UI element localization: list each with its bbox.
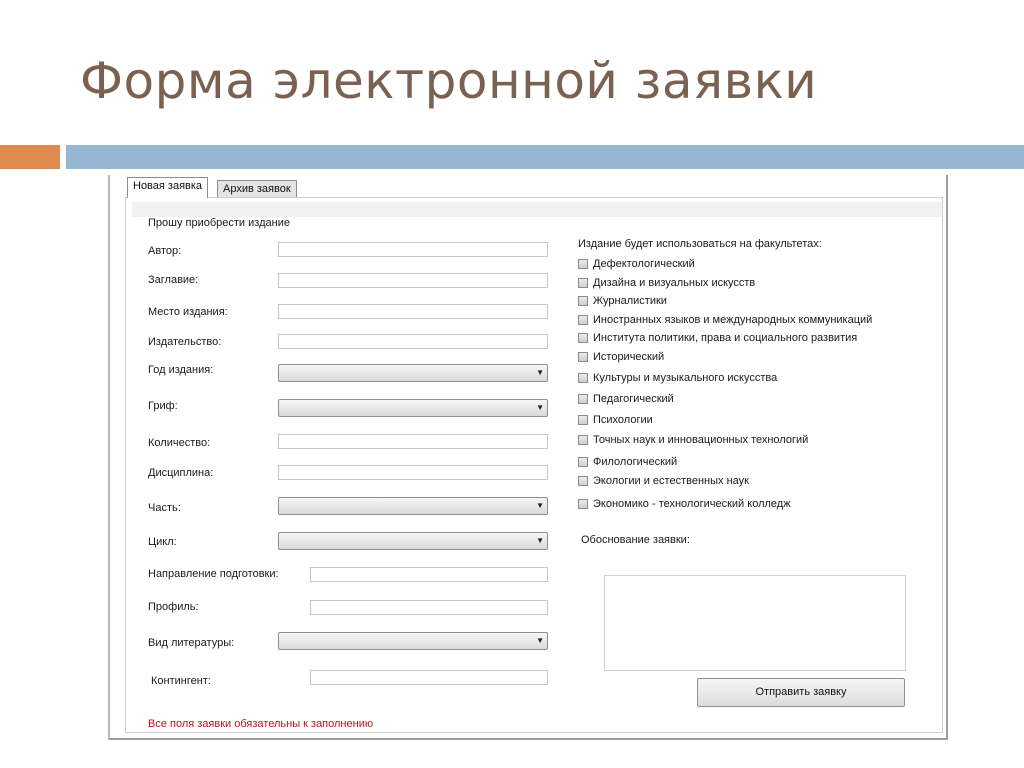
faculty-label: Филологический [593,456,678,468]
faculty-label: Точных наук и инновационных технологий [593,434,809,446]
faculty-label: Педагогический [593,393,674,405]
accent-bar-orange [0,145,60,169]
chevron-down-icon: ▼ [536,403,544,412]
checkbox[interactable] [578,457,588,467]
checkbox[interactable] [578,259,588,269]
publisher-label: Издательство: [148,336,222,348]
author-input[interactable] [278,242,548,257]
profile-label: Профиль: [148,601,199,613]
slide-title: Форма электронной заявки [80,52,818,110]
quantity-label: Количество: [148,437,211,449]
justification-label: Обоснование заявки: [581,534,690,546]
grif-label: Гриф: [148,400,178,412]
justification-textarea[interactable] [604,575,906,671]
literature-type-select[interactable] [278,632,548,650]
title-label: Заглавие: [148,274,199,286]
discipline-input[interactable] [278,465,548,480]
request-form-window [108,175,948,740]
checkbox[interactable] [578,352,588,362]
form-heading: Прошу приобрести издание [148,217,290,229]
profile-input[interactable] [310,600,548,615]
publisher-input[interactable] [278,334,548,349]
direction-label: Направление подготовки: [148,568,279,580]
accent-bar-blue [66,145,1024,169]
contingent-label: Контингент: [151,675,211,687]
contingent-input[interactable] [310,670,548,685]
faculty-label: Дефектологический [593,258,695,270]
faculty-label: Экономико - технологический колледж [593,498,791,510]
checkbox[interactable] [578,373,588,383]
chevron-down-icon: ▼ [536,501,544,510]
checkbox[interactable] [578,435,588,445]
chevron-down-icon: ▼ [536,536,544,545]
author-label: Автор: [148,245,182,257]
discipline-label: Дисциплина: [148,467,214,479]
part-label: Часть: [148,502,181,514]
checkbox[interactable] [578,333,588,343]
faculty-label: Экологии и естественных наук [593,475,749,487]
faculties-heading: Издание будет использоваться на факультетах: [578,238,822,250]
part-select[interactable] [278,497,548,515]
required-fields-note: Все поля заявки обязательны к заполнению [148,718,374,730]
tab-request-archive[interactable]: Архив заявок [217,180,297,198]
faculty-label: Психологии [593,414,653,426]
quantity-input[interactable] [278,434,548,449]
literature-type-label: Вид литературы: [148,637,235,649]
checkbox[interactable] [578,296,588,306]
faculty-label: Института политики, права и социального развития [593,332,858,344]
faculty-label: Дизайна и визуальных искусств [593,277,756,289]
submit-request-button[interactable]: Отправить заявку [697,678,905,707]
faculty-label: Культуры и музыкального искусства [593,372,778,384]
checkbox[interactable] [578,315,588,325]
chevron-down-icon: ▼ [536,636,544,645]
faculty-label: Журналистики [593,295,667,307]
title-input[interactable] [278,273,548,288]
year-select[interactable] [278,364,548,382]
year-label: Год издания: [148,364,214,376]
cycle-select[interactable] [278,532,548,550]
direction-input[interactable] [310,567,548,582]
checkbox[interactable] [578,278,588,288]
panel-header-band [132,202,942,217]
grif-select[interactable] [278,399,548,417]
faculty-label: Иностранных языков и международных коммуникаций [593,314,873,326]
cycle-label: Цикл: [148,536,177,548]
place-label: Место издания: [148,306,228,318]
chevron-down-icon: ▼ [536,368,544,377]
checkbox[interactable] [578,415,588,425]
checkbox[interactable] [578,394,588,404]
checkbox[interactable] [578,476,588,486]
tab-panel [125,197,943,733]
checkbox[interactable] [578,499,588,509]
tab-new-request[interactable]: Новая заявка [127,177,208,198]
faculty-label: Исторический [593,351,665,363]
place-input[interactable] [278,304,548,319]
